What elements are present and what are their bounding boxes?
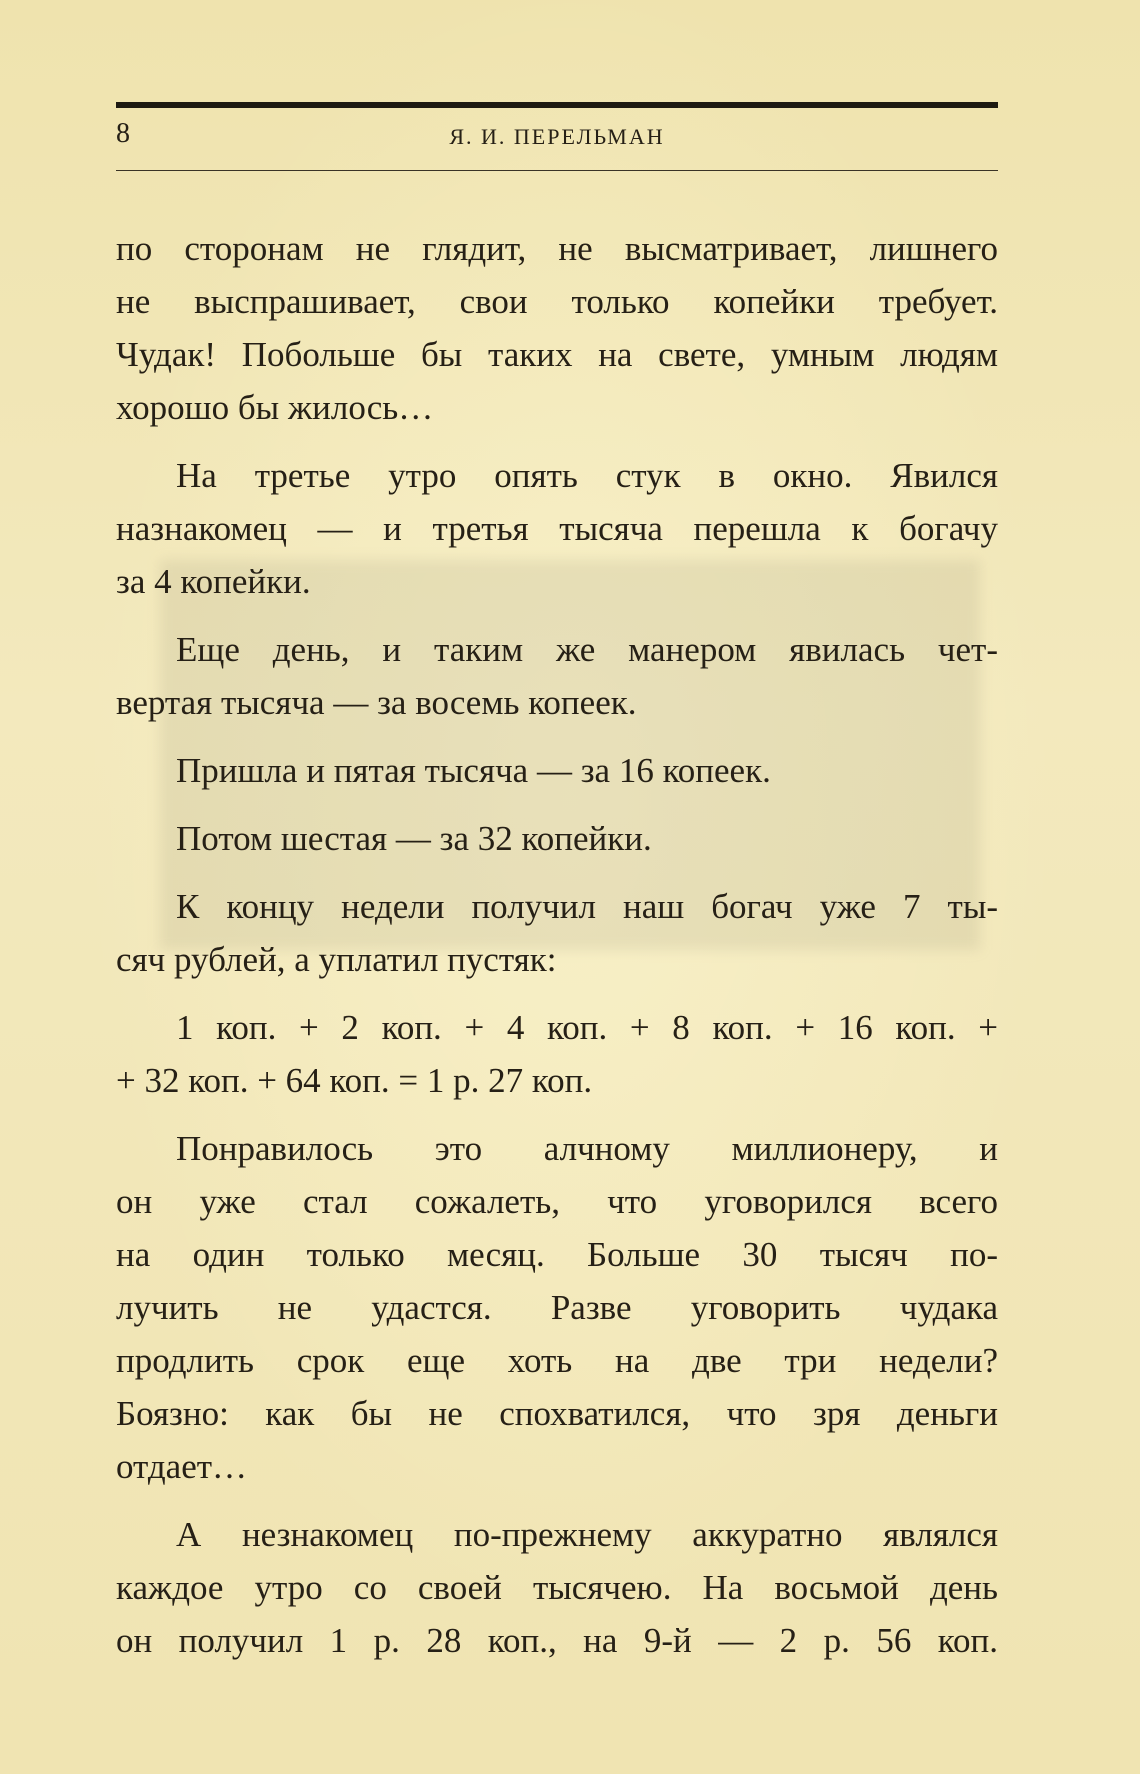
text-line: за 4 копейки. [116,562,311,601]
paragraph [116,1508,998,1667]
text-line: не выспрашивает, свои только копейки требует. [116,282,998,321]
text-line: А незнакомец по-прежнему аккуратно являлся [176,1515,998,1554]
running-title: Я. И. ПЕРЕЛЬМАН [449,124,665,149]
text-line: на один только месяц. Больше 30 тысяч по- [116,1235,998,1274]
text-line: он уже стал сожалеть, что уговорился всего [116,1182,998,1221]
paragraph [116,812,998,865]
text-line: Пришла и пятая тысяча — за 16 копеек. [176,751,771,790]
text-line: сяч рублей, а уплатил пустяк: [116,940,557,979]
text-line: + 32 коп. + 64 коп. = 1 р. 27 коп. [116,1061,593,1100]
paragraph [116,1122,998,1493]
text-line: 1 коп. + 2 коп. + 4 коп. + 8 коп. + 16 коп. + [176,1008,998,1047]
text-line: он получил 1 р. 28 коп., на 9-й — 2 р. 56 коп. [116,1621,998,1660]
text-line: лучить не удастся. Разве уговорить чудака [116,1288,998,1327]
text-line: каждое утро со своей тысячею. На восьмой день [116,1568,998,1607]
paragraph [116,449,998,608]
body-text [116,222,998,1667]
paragraph [116,880,998,986]
text-line: назнакомец — и третья тысяча перешла к богачу [116,509,998,548]
text-line: К концу недели получил наш богач уже 7 ты- [176,887,998,926]
text-line: Понравилось это алчному миллионеру, и [176,1129,998,1168]
page-number: 8 [116,118,130,149]
text-line: Еще день, и таким же манером явилась чет- [176,630,998,669]
paragraph [116,623,998,729]
text-line: хорошо бы жилось… [116,388,434,427]
header-thin-rule [116,170,998,171]
text-line: вертая тысяча — за восемь копеек. [116,683,637,722]
paragraph [116,1001,998,1107]
text-line: На третье утро опять стук в окно. Явился [176,456,998,495]
text-line: по сторонам не глядит, не высматривает, лишнего [116,229,998,268]
text-line: Чудак! Побольше бы таких на свете, умным людям [116,335,998,374]
paragraph [116,222,998,434]
text-line: Потом шестая — за 32 копейки. [176,819,652,858]
header-thick-rule [116,102,998,108]
paragraph [116,744,998,797]
text-line: отдает… [116,1447,248,1486]
text-line: продлить срок еще хоть на две три недели? [116,1341,998,1380]
text-line: Боязно: как бы не спохватился, что зря деньги [116,1394,998,1433]
